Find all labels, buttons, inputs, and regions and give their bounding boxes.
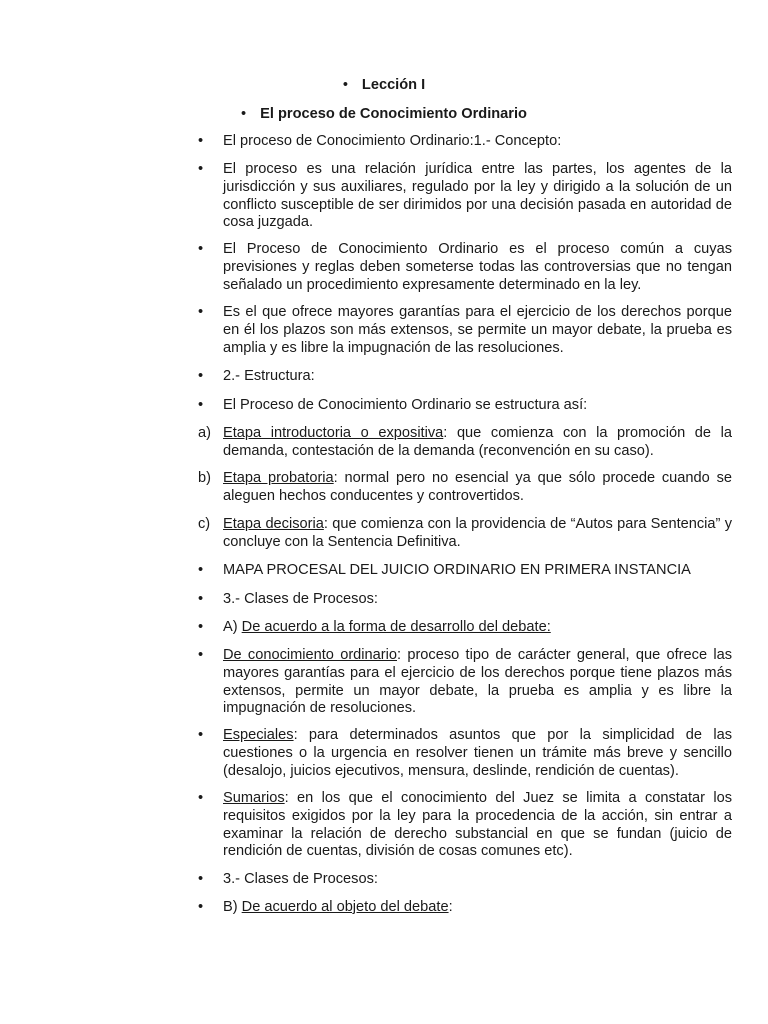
item-text: El proceso es una relación jurídica entre las partes, los agentes de la jurisdicción y sus auxiliares, regulado por la ley y dirigido a la solución de un conflicto susceptible de ser dirimidos por una decisión pasada en autoridad de cosa juzgada. xyxy=(223,161,732,231)
list-marker: c) xyxy=(198,516,211,532)
list-item xyxy=(198,619,732,637)
bullet: • xyxy=(241,106,247,122)
item-text: 3.- Clases de Procesos: xyxy=(223,871,378,887)
list-item xyxy=(198,647,732,718)
list-marker: • xyxy=(198,304,204,320)
item-text: 2.- Estructura: xyxy=(223,368,315,384)
list-item xyxy=(198,304,732,357)
list-item xyxy=(198,425,732,461)
lesson-title: Lección I xyxy=(361,77,426,93)
item-text: : que comienza con la providencia de “Autos para Sentencia” y concluye con la Sentencia Definitiva. xyxy=(223,516,732,550)
item-text: : proceso tipo de carácter general, que ofrece las mayores garantías para el ejercicio de los derechos porque tiene plazos más extensos, permite un mayor debate, la prueba es amplia y es libre la impugnación de resoluciones. xyxy=(223,647,732,717)
list-item xyxy=(198,368,732,386)
list-item xyxy=(198,790,732,861)
item-prefix: B) xyxy=(223,899,242,915)
list-marker: • xyxy=(198,161,204,177)
list-marker: • xyxy=(198,368,204,384)
item-term: De conocimiento ordinario xyxy=(223,647,397,663)
item-term: Etapa decisoria xyxy=(223,516,324,532)
list-item xyxy=(198,562,732,580)
item-text: : que comienza con la promoción de la demanda, contestación de la demanda (reconvención en su caso). xyxy=(223,425,732,459)
list-item xyxy=(198,516,732,552)
list-item xyxy=(198,899,732,917)
item-prefix: A) xyxy=(223,619,242,635)
list-marker: • xyxy=(198,899,204,915)
item-term: Etapa introductoria o expositiva xyxy=(223,425,444,441)
list-marker: b) xyxy=(198,470,211,486)
list-item xyxy=(198,161,732,232)
list-marker: • xyxy=(198,790,204,806)
item-term: Sumarios xyxy=(223,790,285,806)
bullet: • xyxy=(342,77,348,93)
list-marker: • xyxy=(198,727,204,743)
item-text: Es el que ofrece mayores garantías para el ejercicio de los derechos porque en él los plazos son más extensos, se permite un mayor debate, la prueba es amplia y es libre la impugnación de las resoluciones. xyxy=(223,304,732,356)
item-text: : para determinados asuntos que por la simplicidad de las cuestiones o la urgencia en resolver tienen un trámite más breve y sencillo (desalojo, juicios ejecutivos, mensura, deslinde, rendición de cuentas). xyxy=(223,727,732,779)
item-text: : normal pero no esencial ya que sólo procede cuando se aleguen hechos conducentes y controvertidos. xyxy=(223,470,732,504)
list-item xyxy=(198,727,732,780)
item-term: De acuerdo al objeto del debate xyxy=(241,899,449,915)
list-item xyxy=(198,470,732,506)
item-text: MAPA PROCESAL DEL JUICIO ORDINARIO EN PRIMERA INSTANCIA xyxy=(223,562,691,578)
item-term: De acuerdo a la forma de desarrollo del debate: xyxy=(241,619,551,635)
list-marker: • xyxy=(198,133,204,149)
item-text: 3.- Clases de Procesos: xyxy=(223,591,378,607)
list-item xyxy=(198,871,732,889)
list-marker: • xyxy=(198,241,204,257)
item-text: : xyxy=(448,899,453,915)
list-marker: a) xyxy=(198,425,211,441)
list-marker: • xyxy=(198,871,204,887)
list-marker: • xyxy=(198,562,204,578)
list-marker: • xyxy=(198,591,204,607)
item-term: Etapa probatoria xyxy=(223,470,334,486)
item-text: El Proceso de Conocimiento Ordinario se estructura así: xyxy=(223,397,588,413)
subtitle-heading xyxy=(0,106,768,124)
list-marker: • xyxy=(198,397,204,413)
list-item xyxy=(198,241,732,294)
list-item xyxy=(198,591,732,609)
item-text: El proceso de Conocimiento Ordinario:1.- Concepto: xyxy=(223,133,562,149)
list-item xyxy=(198,397,732,415)
item-text: El Proceso de Conocimiento Ordinario es el proceso común a cuyas previsiones y reglas deben someterse todas las controversias que no tengan señalado un procedimiento expresamente determinado en la ley. xyxy=(223,241,732,293)
list-item xyxy=(198,133,732,151)
item-text: : en los que el conocimiento del Juez se limita a constatar los requisitos exigidos por la ley para la procedencia de la acción, sin entrar a examinar la relación de derecho substancial en que se fundan (juicio de rendición de cuentas, división de cosas comunes etc). xyxy=(223,790,732,860)
list-marker: • xyxy=(198,647,204,663)
subtitle-text: El proceso de Conocimiento Ordinario xyxy=(260,106,527,122)
list-marker: • xyxy=(198,619,204,635)
lesson-heading xyxy=(0,77,768,95)
item-term: Especiales xyxy=(223,727,294,743)
